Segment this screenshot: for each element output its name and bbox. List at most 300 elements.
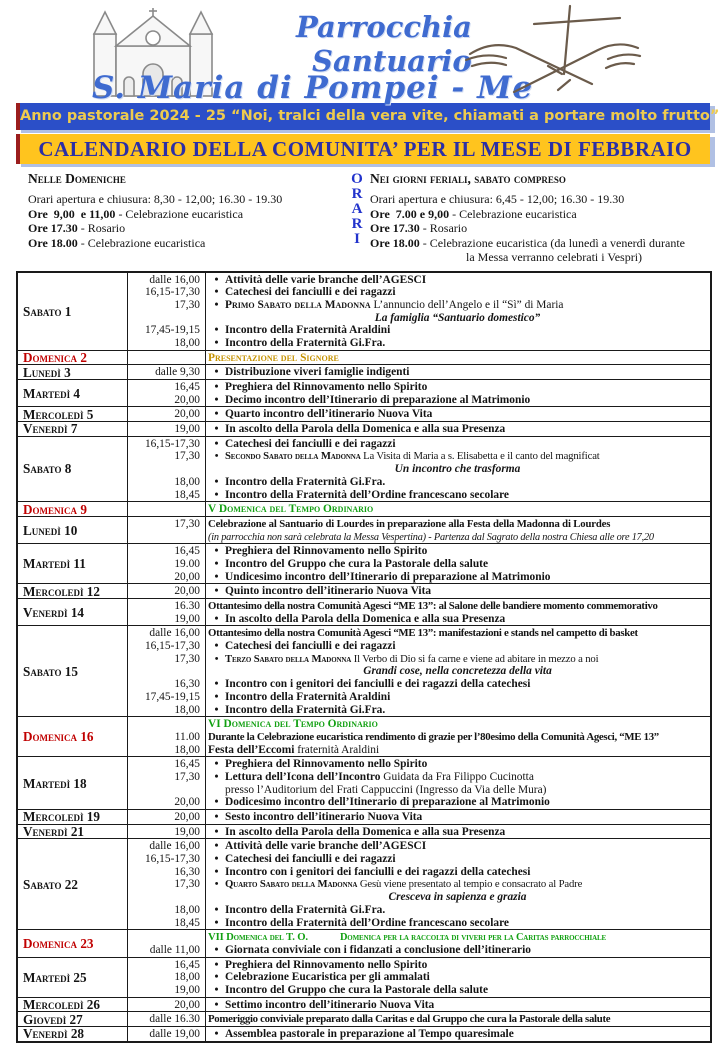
event-text: [225, 904, 707, 917]
times-column: [128, 351, 206, 365]
bullet-marker: •: [214, 298, 219, 311]
event-text-segment: In ascolto della Parola della Domenica e alla sua Presenza: [225, 423, 506, 436]
events-column: [206, 380, 710, 406]
bullet-marker: •: [214, 408, 219, 421]
day-label: Mercoledì 26: [18, 998, 128, 1012]
event-text-segment: Undicesimo incontro dell’Itinerario di preparazione al Matrimonio: [225, 570, 551, 583]
event-text-segment: Il Verbo di Dio si fa carne e viene ad abitare in mezzo a noi: [351, 652, 599, 665]
event-text: [225, 286, 707, 299]
sunday-hours-line: [28, 192, 344, 207]
bullet-marker: •: [214, 796, 219, 809]
event-text-segment: V Domenica del Tempo Ordinario: [208, 503, 374, 516]
times-column: [128, 517, 206, 543]
day-label: Venerdì 28: [18, 1027, 128, 1041]
event-text-segment: Ottantesimo della nostra Comunità Agesci “ME 13”: manifestazioni e stands nel campetto di basket: [208, 627, 638, 640]
times-column: [128, 998, 206, 1012]
event-text: [225, 944, 707, 957]
time-value: 16,30: [174, 865, 200, 878]
event-text-segment: Primo Sabato della Madonna: [225, 298, 371, 311]
event-text: [208, 718, 707, 731]
event-text: [225, 653, 707, 666]
orari-vertical-letter: A: [351, 201, 363, 217]
event-line: [208, 352, 707, 365]
event-text: [225, 274, 707, 287]
sunday-hours-title: Nelle Domeniche: [28, 171, 126, 186]
events-column: [206, 422, 710, 436]
event-text: [225, 324, 707, 337]
time-value: 18,00: [174, 743, 200, 756]
bullet-marker: •: [214, 678, 219, 691]
day-label: Mercoledì 19: [18, 810, 128, 824]
bullet-marker: •: [214, 690, 219, 703]
event-text-segment: - Rosario: [77, 221, 126, 235]
event-text-segment: Quinto incontro dell’itinerario Nuova Vita: [225, 585, 432, 598]
time-value: 18,45: [174, 916, 200, 929]
event-line: [208, 784, 707, 797]
event-text-segment: L’annuncio dell’Angelo e il “Sì” di Maria: [370, 298, 564, 311]
times-column: [128, 599, 206, 625]
event-text-segment: Festa dell’Eccomi: [208, 743, 295, 756]
event-text-segment: Incontro della Fraternità Gi.Fra.: [225, 903, 386, 916]
event-line: [208, 518, 707, 531]
event-text: [225, 423, 707, 436]
event-text-segment: (in parrocchia non sarà celebrata la Messa Vespertina) - Partenza dal Sagrato della nostra Chiesa alle ore 17,20: [208, 531, 654, 543]
event-text-segment: Ore 17.30: [370, 221, 420, 235]
event-line: [208, 423, 707, 436]
sunday-hours-line: [28, 221, 344, 236]
time-value: 20,00: [174, 998, 200, 1011]
event-text-segment: Decimo incontro dell’Itinerario di preparazione al Matrimonio: [225, 393, 531, 406]
time-value: [130, 718, 200, 731]
bullet-marker: •: [214, 943, 219, 956]
event-text: [208, 518, 707, 531]
weekday-hours-line: [370, 207, 714, 222]
table-row: [18, 598, 710, 625]
times-column: [128, 584, 206, 598]
table-row: [18, 1011, 710, 1026]
time-value: dalle 19,00: [149, 1028, 200, 1040]
day-label: Domenica 23: [18, 930, 128, 956]
day-label: Sabato 8: [18, 437, 128, 501]
calendar-title-banner: CALENDARIO DELLA COMUNITA’ PER IL MESE DI FEBBRAIO: [16, 134, 710, 164]
event-text-segment: Catechesi dei fanciulli e dei ragazzi: [225, 286, 396, 299]
time-value: [130, 665, 200, 678]
event-text: [225, 438, 707, 451]
event-line: [208, 704, 707, 717]
event-line: [208, 878, 707, 891]
times-column: [128, 825, 206, 839]
weekday-hours-line: [370, 250, 714, 265]
times-column: [128, 810, 206, 824]
event-text-segment: Quarto incontro dell’itinerario Nuova Vita: [225, 408, 433, 421]
events-column: [206, 273, 710, 350]
time-value: 19.00: [174, 557, 200, 570]
weekday-hours-column: [370, 171, 714, 265]
events-column: [206, 825, 710, 839]
bullet-marker: •: [214, 437, 219, 450]
event-text-segment: Cresceva in sapienza e grazia: [388, 891, 527, 904]
bullet-marker: •: [214, 1028, 219, 1040]
event-line: [208, 999, 707, 1012]
event-line: [208, 853, 707, 866]
table-row: [18, 957, 710, 997]
day-label: Venerdì 7: [18, 422, 128, 436]
event-text-segment: Ore 9,00 e 11,00: [28, 206, 116, 221]
event-text-segment: fraternità Araldini: [294, 743, 380, 756]
event-text: [225, 366, 707, 379]
times-column: [128, 437, 206, 501]
event-text-segment: Distribuzione viveri famiglie indigenti: [225, 366, 410, 379]
time-value: 16,30: [174, 678, 200, 691]
bullet-marker: •: [214, 381, 219, 393]
event-line: [208, 463, 707, 476]
event-line: [208, 627, 707, 640]
event-text: [225, 678, 707, 691]
time-value: 17,30: [174, 652, 200, 665]
event-text-segment: Catechesi dei fanciulli e dei ragazzi: [225, 640, 396, 653]
bullet-marker: •: [214, 286, 219, 299]
event-text-segment: Incontro della Fraternità dell’Ordine francescano secolare: [225, 488, 509, 501]
times-column: [128, 717, 206, 756]
bullet-marker: •: [214, 958, 219, 971]
event-line: [208, 476, 707, 489]
day-label: Mercoledì 5: [18, 407, 128, 421]
time-value: 16,15-17,30: [144, 640, 200, 653]
event-line: [208, 545, 707, 558]
times-column: [128, 380, 206, 406]
event-text: [225, 826, 707, 839]
table-row: [18, 436, 710, 501]
event-text: [225, 337, 707, 350]
events-column: [206, 958, 710, 997]
event-text-segment: Giornata conviviale con i fidanzati a conclusione dell’itinerario: [225, 943, 531, 956]
time-value: dalle 11,00: [149, 943, 200, 956]
time-value: 18,00: [174, 971, 200, 984]
event-text-segment: La Visita di Maria a s. Elisabetta e il canto del magnificat: [360, 450, 600, 463]
day-label: Sabato 22: [18, 839, 128, 929]
times-column: [128, 626, 206, 716]
event-text: [225, 381, 707, 394]
day-label: Sabato 1: [18, 273, 128, 350]
time-value: dalle 16.30: [149, 1013, 200, 1026]
time-value: 20,00: [174, 408, 200, 421]
time-value: 20,00: [174, 570, 200, 583]
time-value: 17,30: [174, 517, 200, 530]
table-row: [18, 997, 710, 1012]
event-text: [225, 758, 707, 771]
table-row: [18, 824, 710, 839]
bullet-marker: •: [214, 865, 219, 878]
day-label: Sabato 15: [18, 626, 128, 716]
event-text: [225, 450, 707, 463]
event-text-segment: Ore 17.30: [28, 221, 78, 235]
event-text-segment: Guidata da Fra Filippo Cucinotta: [380, 770, 534, 783]
table-row: [18, 756, 710, 809]
events-column: [206, 839, 710, 929]
bullet-marker: •: [214, 570, 219, 583]
event-text-segment: Ore 18.00: [28, 235, 78, 250]
event-line: [208, 826, 707, 839]
event-text: [208, 931, 707, 944]
time-value: 19,00: [174, 983, 200, 996]
time-value: 16,15-17,30: [144, 853, 200, 866]
event-text-segment: Incontro con i genitori dei fanciulli e dei ragazzi della catechesi: [225, 865, 531, 878]
time-value: 16.30: [174, 600, 200, 612]
event-text-segment: Domenica per la raccolta di viveri per la Caritas parrocchiale: [339, 932, 607, 944]
time-value: 18,00: [174, 703, 200, 716]
event-text-segment: Celebrazione al Santuario di Lourdes in preparazione alla Festa della Madonna di Lourdes: [208, 517, 611, 530]
bullet-marker: •: [214, 853, 219, 866]
event-text: [208, 744, 707, 757]
times-column: [128, 839, 206, 929]
table-row: [18, 809, 710, 824]
event-line: [208, 931, 707, 944]
event-line: [208, 613, 707, 626]
event-text-segment: VII Domenica del T. O.: [208, 931, 308, 944]
day-label: Venerdì 14: [18, 599, 128, 625]
time-value: 20,00: [174, 393, 200, 406]
event-text-segment: Incontro del Gruppo che cura la Pastorale della salute: [225, 557, 489, 570]
event-line: [208, 503, 707, 516]
event-text-segment: Ottantesimo della nostra Comunità Agesci “ME 13”: al Salone delle bandiere momento commemorativo: [208, 600, 658, 612]
event-line: [208, 944, 707, 957]
event-text-segment: Attività delle varie branche dell’AGESCI: [225, 273, 427, 286]
page-header: [0, 0, 724, 106]
table-row: [18, 583, 710, 598]
day-label: Venerdì 21: [18, 825, 128, 839]
event-line: [208, 796, 707, 809]
pastoral-year-banner: Anno pastorale 2024 - 25 “Noi, tralci della vera vite, chiamati a portare molto frutto”: [16, 103, 710, 130]
event-text-segment: Incontro della Fraternità dell’Ordine francescano secolare: [225, 916, 509, 929]
event-line: [208, 811, 707, 824]
event-line: [208, 286, 707, 299]
event-line: [208, 600, 707, 613]
table-row: [18, 350, 710, 365]
time-value: 18,00: [174, 475, 200, 488]
event-text: [225, 878, 707, 891]
time-value: 16,45: [174, 545, 200, 558]
event-text-segment: Quarto Sabato della Madonna: [225, 878, 358, 891]
times-column: [128, 757, 206, 809]
time-value: 18,45: [174, 488, 200, 501]
event-line: [208, 959, 707, 972]
day-label: Martedì 11: [18, 544, 128, 583]
weekday-hours-line: [370, 221, 714, 236]
event-line: [208, 1028, 707, 1041]
event-text-segment: la Messa verranno celebrati i Vespri): [466, 250, 643, 264]
events-column: [206, 998, 710, 1012]
weekday-hours-title: Nei giorni feriali, sabato compreso: [370, 171, 566, 186]
time-value: 11.00: [174, 730, 200, 743]
event-line: [208, 274, 707, 287]
events-column: [206, 599, 710, 625]
time-value: dalle 16,00: [149, 273, 200, 286]
bullet-marker: •: [214, 652, 219, 665]
event-text: [208, 891, 707, 904]
event-text-segment: Pomeriggio conviviale preparato dalla Caritas e dal Gruppo che cura la Pastorale della salute: [208, 1013, 611, 1026]
time-value: 17,30: [174, 298, 200, 311]
event-line: [208, 571, 707, 584]
table-row: [18, 716, 710, 756]
event-text-segment: - Celebrazione eucaristica: [77, 235, 206, 250]
weekday-hours-lines: [370, 192, 714, 265]
times-column: [128, 1012, 206, 1026]
event-line: [208, 299, 707, 312]
bullet-marker: •: [214, 983, 219, 996]
bullet-marker: •: [214, 324, 219, 337]
times-column: [128, 930, 206, 956]
sunday-hours-line: [28, 236, 344, 251]
day-label: Lunedì 10: [18, 517, 128, 543]
event-line: [208, 337, 707, 350]
event-text: [225, 840, 707, 853]
event-text-segment: Incontro con i genitori dei fanciulli e dei ragazzi della catechesi: [225, 678, 531, 691]
bullet-marker: •: [214, 475, 219, 488]
events-column: [206, 717, 710, 756]
event-text-segment: Presentazione del Signore: [208, 351, 339, 364]
event-text: [208, 784, 707, 797]
times-column: [128, 1027, 206, 1041]
event-text: [225, 691, 707, 704]
time-value: dalle 9,30: [155, 366, 200, 379]
table-row: [18, 1026, 710, 1041]
orari-vertical-letter: O: [351, 171, 363, 187]
bullet-marker: •: [214, 612, 219, 625]
day-label: Giovedì 27: [18, 1012, 128, 1026]
event-text: [208, 312, 707, 325]
event-text-segment: Gesù viene presentato al tempio e consacrato al Padre: [357, 878, 583, 891]
orari-vertical-label: [344, 171, 370, 265]
events-column: [206, 757, 710, 809]
event-line: [208, 489, 707, 502]
event-text: [225, 408, 707, 421]
times-column: [128, 407, 206, 421]
table-row: [18, 543, 710, 583]
event-text-segment: Sesto incontro dell’itinerario Nuova Vita: [225, 811, 423, 823]
event-text-segment: Assemblea pastorale in preparazione al Tempo quaresimale: [225, 1028, 514, 1040]
time-value: 20,00: [174, 796, 200, 809]
event-text: [225, 476, 707, 489]
events-column: [206, 930, 710, 956]
events-column: [206, 810, 710, 824]
events-column: [206, 365, 710, 379]
opening-hours-section: [0, 164, 724, 268]
table-row: [18, 501, 710, 516]
event-text-segment: Catechesi dei fanciulli e dei ragazzi: [225, 437, 396, 450]
event-line: [208, 731, 707, 744]
event-text-segment: In ascolto della Parola della Domenica e alla sua Presenza: [225, 825, 506, 838]
times-column: [128, 502, 206, 516]
event-line: [208, 691, 707, 704]
event-text-segment: VI Domenica del Tempo Ordinario: [208, 718, 378, 731]
times-column: [128, 544, 206, 583]
event-text-segment: Attività delle varie branche dell’AGESCI: [225, 840, 427, 853]
orari-vertical-letter: R: [351, 186, 363, 202]
event-text: [208, 1013, 707, 1026]
time-value: [130, 931, 200, 944]
parish-title-line3: S. Maria di Pompei - Me: [92, 70, 534, 106]
orari-vertical-letter: R: [351, 216, 363, 232]
event-line: [208, 312, 707, 325]
event-text-segment: Orari apertura e chiusura: 8,30 - 12,00; 16.30 - 19.30: [28, 192, 283, 206]
time-value: [130, 352, 200, 365]
time-value: 16,15-17,30: [144, 437, 200, 450]
time-value: 17,45-19,15: [144, 690, 200, 703]
event-text: [225, 640, 707, 653]
event-text: [208, 665, 707, 678]
events-column: [206, 502, 710, 516]
time-value: [130, 891, 200, 904]
event-text: [225, 999, 707, 1012]
time-value: 17,30: [174, 878, 200, 891]
event-line: [208, 1013, 707, 1026]
event-text: [225, 299, 707, 312]
event-line: [208, 904, 707, 917]
event-text: [225, 917, 707, 930]
event-text-segment: Preghiera del Rinnovamento nello Spirito: [225, 381, 428, 393]
time-value: 16,45: [174, 758, 200, 771]
event-text: [225, 866, 707, 879]
event-text: [225, 704, 707, 717]
bullet-marker: •: [214, 545, 219, 558]
event-text: [225, 489, 707, 502]
day-label: Domenica 9: [18, 502, 128, 516]
event-text-segment: Catechesi dei fanciulli e dei ragazzi: [225, 853, 396, 866]
event-text-segment: Celebrazione Eucaristica per gli ammalati: [225, 971, 430, 984]
events-column: [206, 584, 710, 598]
event-text: [225, 585, 707, 598]
event-text-segment: Grandi cose, nella concretezza della vita: [363, 665, 552, 678]
bullet-marker: •: [214, 703, 219, 716]
event-line: [208, 665, 707, 678]
event-text-segment: Preghiera del Rinnovamento nello Spirito: [225, 545, 428, 558]
bullet-marker: •: [214, 423, 219, 436]
time-value: 19,00: [174, 612, 200, 625]
franciscan-crossed-arms-icon: [452, 2, 652, 102]
events-column: [206, 407, 710, 421]
bullet-marker: •: [214, 825, 219, 838]
table-row: [18, 421, 710, 436]
event-text: [225, 571, 707, 584]
time-value: 17,30: [174, 450, 200, 463]
time-value: [130, 312, 200, 325]
event-line: [208, 971, 707, 984]
event-text: [208, 352, 707, 365]
day-label: Domenica 2: [18, 351, 128, 365]
bullet-marker: •: [214, 998, 219, 1011]
event-text-segment: Secondo Sabato della Madonna: [225, 450, 361, 463]
event-text-segment: Terzo Sabato della Madonna: [225, 652, 352, 665]
bullet-marker: •: [214, 450, 219, 463]
time-value: 17,45-19,15: [144, 324, 200, 337]
time-value: [130, 503, 200, 516]
event-line: [208, 366, 707, 379]
time-value: 16,15-17,30: [144, 286, 200, 299]
event-line: [208, 408, 707, 421]
parish-title-line1: Parrocchia: [296, 10, 472, 44]
event-text-segment: Orari apertura e chiusura: 6,45 - 12,00; 16.30 - 19.30: [370, 192, 625, 206]
event-text-segment: Incontro della Fraternità Gi.Fra.: [225, 336, 386, 349]
bullet-marker: •: [214, 336, 219, 349]
events-column: [206, 1027, 710, 1041]
table-row: [18, 516, 710, 543]
orari-vertical-letter: I: [354, 231, 360, 247]
table-row: [18, 838, 710, 929]
events-column: [206, 626, 710, 716]
event-text: [225, 796, 707, 809]
bullet-marker: •: [214, 393, 219, 406]
bullet-marker: •: [214, 916, 219, 929]
